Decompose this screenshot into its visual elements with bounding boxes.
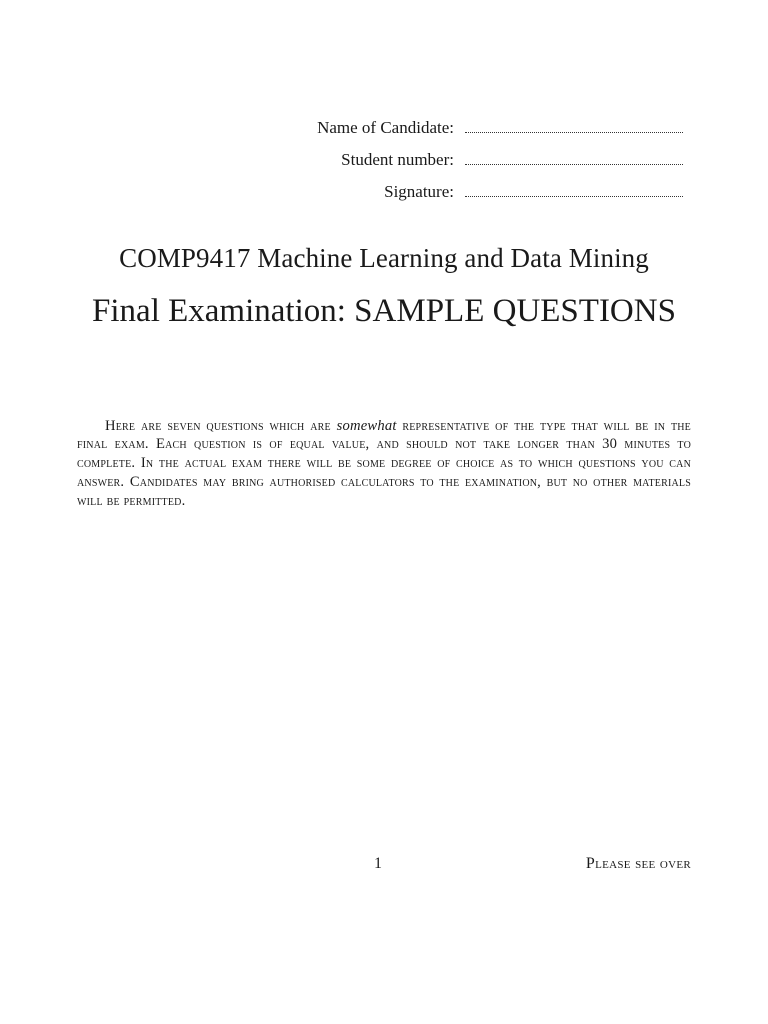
candidate-name-label: Name of Candidate: — [317, 118, 454, 137]
intro-paragraph — [77, 417, 691, 511]
student-number-label: Student number: — [341, 150, 454, 169]
intro-text-end: representative of the type that will be in the final exam. Each question is of equal value, and should not take longer than 30 minutes to complete. In the actual exam there will be some degree of choice as to which questions you can answer. Candidates may bring authorised calculators to the examination, but no other materials will be permitted. — [77, 417, 691, 509]
signature-blank[interactable] — [465, 184, 683, 197]
candidate-details — [230, 118, 692, 214]
exam-title: Final Examination: SAMPLE QUESTIONS — [92, 293, 676, 329]
candidate-name-blank[interactable] — [465, 120, 683, 133]
page-number: 1 — [374, 855, 382, 872]
course-title: COMP9417 Machine Learning and Data Mining — [119, 243, 649, 273]
signature-row — [230, 182, 692, 214]
student-number-blank[interactable] — [465, 152, 683, 165]
candidate-name-row — [230, 118, 692, 150]
signature-label: Signature: — [384, 182, 454, 201]
continuation-note: Please see over — [585, 855, 691, 872]
student-number-row — [230, 150, 692, 182]
intro-text-start: Here are seven questions which are — [105, 417, 337, 434]
intro-emphasis: somewhat — [336, 417, 397, 434]
